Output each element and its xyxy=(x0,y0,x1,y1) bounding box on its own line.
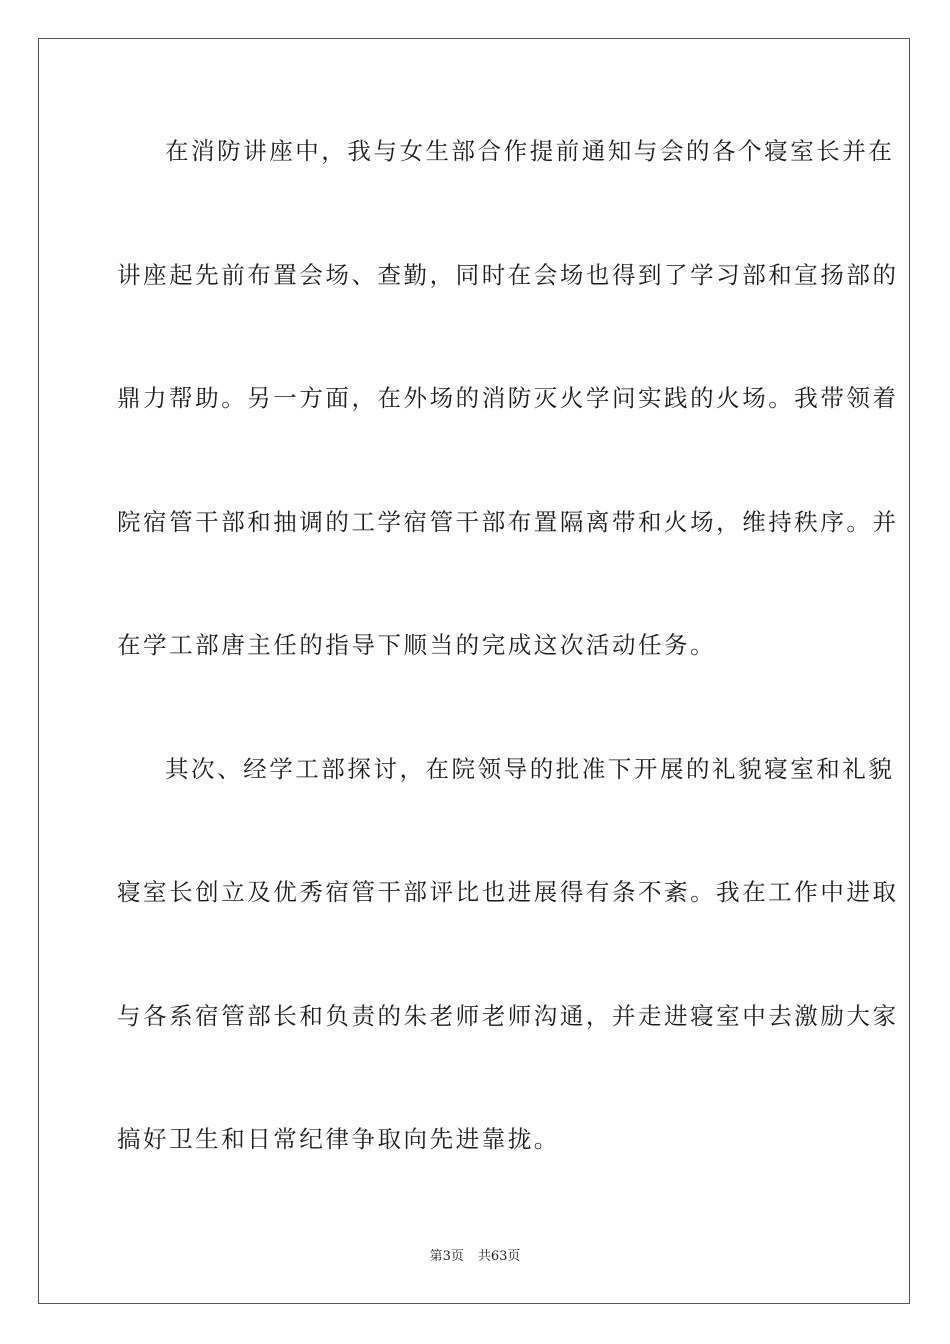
page-number: 第3页 xyxy=(429,1249,464,1264)
text-line: 在消防讲座中，我与女生部合作提前通知与会的各个寝室长并在 xyxy=(165,137,895,165)
text-line: 讲座起先前布置会场、查勤，同时在会场也得到了学习部和宣扬部的 xyxy=(117,261,899,289)
page-footer xyxy=(0,1248,950,1266)
text-line: 鼎力帮助。另一方面，在外场的消防灭火学问实践的火场。我带领着 xyxy=(117,384,899,412)
text-line: 院宿管干部和抽调的工学宿管干部布置隔离带和火场，维持秩序。并 xyxy=(117,508,899,536)
text-line: 与各系宿管部长和负责的朱老师老师沟通，并走进寝室中去激励大家 xyxy=(117,1002,899,1030)
text-line: 寝室长创立及优秀宿管干部评比也进展得有条不紊。我在工作中进取 xyxy=(117,878,899,906)
text-line: 其次、经学工部探讨，在院领导的批准下开展的礼貌寝室和礼貌 xyxy=(165,755,895,783)
page-border xyxy=(38,38,910,1304)
total-pages: 共63页 xyxy=(477,1249,521,1264)
text-line: 搞好卫生和日常纪律争取向先进靠拢。 xyxy=(117,1125,560,1153)
text-line: 在学工部唐主任的指导下顺当的完成这次活动任务。 xyxy=(117,631,717,659)
